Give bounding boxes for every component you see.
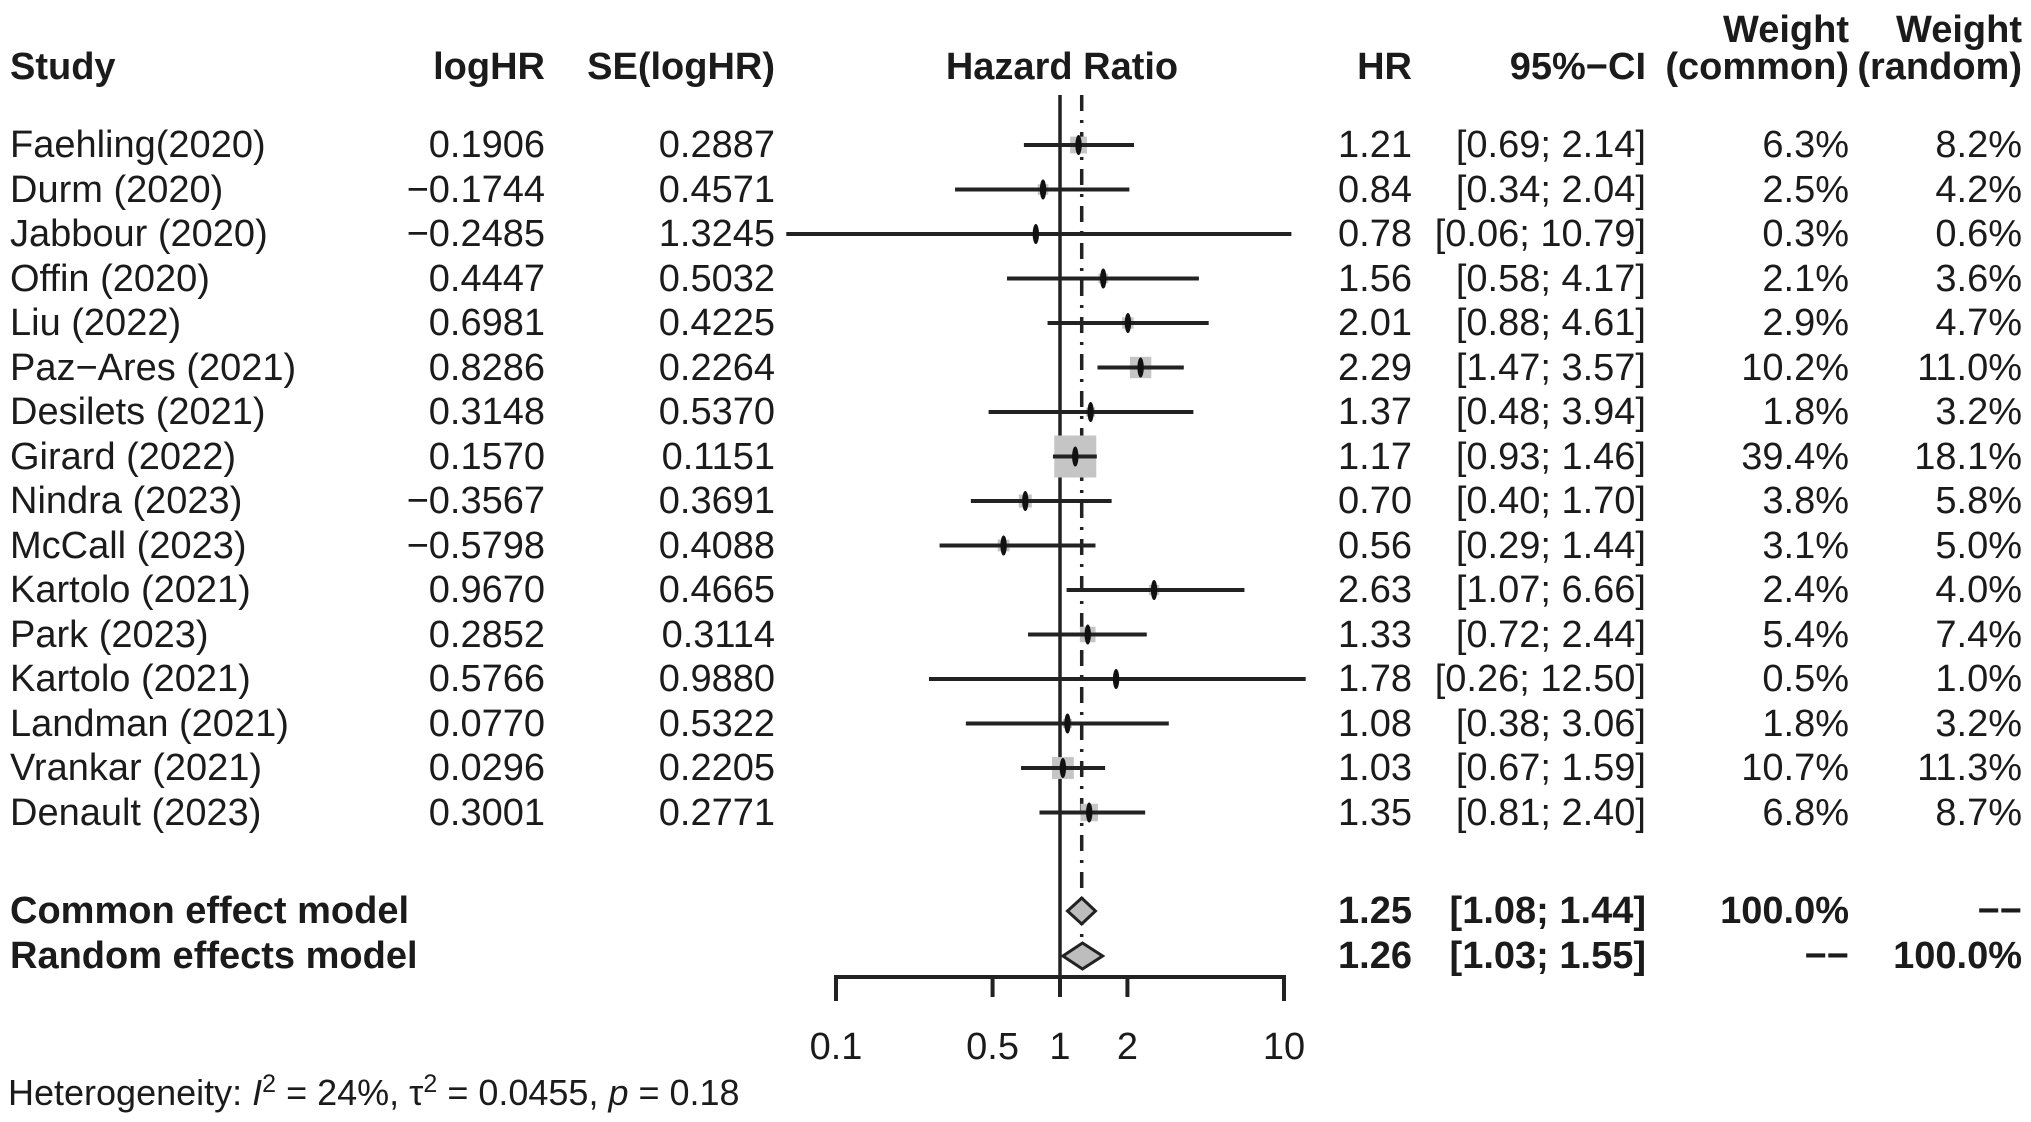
x-axis-tick-label: 10 xyxy=(1262,1026,1306,1068)
weight-random-value: 4.2% xyxy=(1935,168,2022,211)
loghr-value: 0.6981 xyxy=(428,302,545,344)
ci-value: [0.72; 2.44] xyxy=(1455,613,1646,656)
study-label: Liu (2022) xyxy=(10,302,182,344)
ci-value: [0.06; 10.79] xyxy=(1434,213,1646,255)
point-estimate-marker xyxy=(1075,135,1081,155)
column-header-weight-random: (random) xyxy=(1857,46,2022,88)
i-squared-value: = 24%, xyxy=(276,1072,410,1113)
se-value: 0.4665 xyxy=(658,569,775,611)
point-estimate-marker xyxy=(1086,803,1092,823)
hr-value: 1.21 xyxy=(1338,124,1412,166)
loghr-value: 0.0296 xyxy=(428,747,545,789)
se-value: 0.4088 xyxy=(658,524,775,567)
hr-value: 1.08 xyxy=(1338,702,1412,745)
weight-common-value: 0.3% xyxy=(1762,213,1849,255)
column-header-study: Study xyxy=(10,46,116,88)
study-label: Offin (2020) xyxy=(10,257,210,300)
hr-value: 2.01 xyxy=(1338,302,1412,344)
hr-value: 1.56 xyxy=(1338,257,1412,300)
ci-value: [1.08; 1.44] xyxy=(1449,890,1646,932)
weight-common-value: 100.0% xyxy=(1720,890,1849,932)
ci-value: [0.69; 2.14] xyxy=(1455,124,1646,166)
weight-common-value: 2.9% xyxy=(1762,302,1849,344)
weight-random-value: 18.1% xyxy=(1914,435,2022,478)
ci-value: [0.67; 1.59] xyxy=(1455,747,1646,789)
se-value: 0.9880 xyxy=(658,658,775,700)
column-header-weight-common: (common) xyxy=(1665,46,1849,88)
hr-value: 1.03 xyxy=(1338,747,1412,789)
study-label: Desilets (2021) xyxy=(10,391,266,433)
ci-value: [1.03; 1.55] xyxy=(1449,935,1646,977)
column-header-hr: HR xyxy=(1357,46,1412,88)
x-axis xyxy=(836,977,1284,1001)
loghr-value: 0.0770 xyxy=(428,702,545,745)
weight-random-value: 5.8% xyxy=(1935,480,2022,522)
heterogeneity-prefix: Heterogeneity: xyxy=(8,1072,253,1113)
tau-squared-exp: 2 xyxy=(423,1070,438,1098)
point-estimate-marker xyxy=(1022,491,1028,511)
weight-common-value: −− xyxy=(1804,935,1849,977)
weight-random-value: 3.2% xyxy=(1935,702,2022,745)
ci-value: [0.81; 2.40] xyxy=(1455,791,1646,834)
ci-value: [0.58; 4.17] xyxy=(1455,257,1646,300)
study-label: Nindra (2023) xyxy=(10,480,243,522)
loghr-value: 0.2852 xyxy=(428,613,545,656)
weight-common-value: 0.5% xyxy=(1762,658,1849,700)
ci-value: [0.34; 2.04] xyxy=(1455,168,1646,211)
point-estimate-marker xyxy=(1125,313,1131,333)
hr-value: 1.35 xyxy=(1338,791,1412,834)
study-label: Paz−Ares (2021) xyxy=(10,346,297,389)
weight-common-value: 2.5% xyxy=(1762,168,1849,211)
weight-random-value: 11.0% xyxy=(1917,346,2022,389)
loghr-value: −0.5798 xyxy=(406,524,545,567)
loghr-value: 0.8286 xyxy=(428,346,545,389)
loghr-value: 0.3001 xyxy=(428,791,545,834)
hr-value: 1.37 xyxy=(1338,391,1412,433)
hr-value: 1.17 xyxy=(1338,435,1412,478)
se-value: 1.3245 xyxy=(658,213,775,255)
weight-random-value: 100.0% xyxy=(1893,935,2022,977)
loghr-value: 0.9670 xyxy=(428,569,545,611)
loghr-value: −0.2485 xyxy=(406,213,545,255)
weight-random-value: 8.7% xyxy=(1935,791,2022,834)
weight-random-value: 5.0% xyxy=(1935,524,2022,567)
point-estimate-marker xyxy=(1072,447,1078,467)
se-value: 0.1151 xyxy=(661,435,775,478)
p-value: = 0.18 xyxy=(628,1072,740,1113)
summary-diamond xyxy=(1067,898,1095,924)
loghr-value: 0.4447 xyxy=(428,257,545,300)
se-value: 0.2205 xyxy=(658,747,775,789)
point-estimate-marker xyxy=(1064,714,1070,734)
hr-value: 0.84 xyxy=(1338,168,1412,211)
study-label: Park (2023) xyxy=(10,613,209,656)
p-symbol: p xyxy=(608,1072,629,1113)
weight-common-value: 39.4% xyxy=(1741,435,1849,478)
x-axis-tick-label: 0.5 xyxy=(966,1026,1019,1068)
study-label: Common effect model xyxy=(10,890,410,932)
ci-value: [0.48; 3.94] xyxy=(1455,391,1646,433)
study-label: Vrankar (2021) xyxy=(10,747,263,789)
se-value: 0.4225 xyxy=(658,302,775,344)
ci-value: [0.26; 12.50] xyxy=(1434,658,1646,700)
study-label: Faehling(2020) xyxy=(10,124,266,166)
hr-value: 2.63 xyxy=(1338,569,1412,611)
loghr-value: 0.3148 xyxy=(428,391,545,433)
column-header-se: SE(logHR) xyxy=(587,46,775,88)
weight-random-value: 8.2% xyxy=(1935,124,2022,166)
point-estimate-marker xyxy=(1033,224,1039,244)
hr-value: 1.26 xyxy=(1338,935,1412,977)
hr-value: 0.56 xyxy=(1338,524,1412,567)
weight-common-value: 2.4% xyxy=(1762,569,1849,611)
loghr-value: 0.1906 xyxy=(428,124,545,166)
weight-common-value: 3.1% xyxy=(1762,524,1849,567)
loghr-value: −0.3567 xyxy=(406,480,545,522)
weight-common-value: 2.1% xyxy=(1762,257,1849,300)
ci-value: [0.29; 1.44] xyxy=(1455,524,1646,567)
weight-common-value: 6.3% xyxy=(1762,124,1849,166)
se-value: 0.5032 xyxy=(658,257,775,300)
weight-random-value: 11.3% xyxy=(1917,747,2022,789)
study-label: Jabbour (2020) xyxy=(10,213,268,255)
weight-common-value: 1.8% xyxy=(1762,702,1849,745)
hr-value: 1.25 xyxy=(1338,890,1412,932)
weight-common-value: 10.2% xyxy=(1741,346,1849,389)
point-estimate-marker xyxy=(1137,358,1143,378)
weight-common-value: 3.8% xyxy=(1762,480,1849,522)
weight-common-value: 5.4% xyxy=(1762,613,1849,656)
hr-value: 2.29 xyxy=(1338,346,1412,389)
study-label: Kartolo (2021) xyxy=(10,569,251,611)
ci-value: [1.07; 6.66] xyxy=(1455,569,1646,611)
x-axis-tick-label: 1 xyxy=(1049,1026,1071,1068)
ci-value: [0.93; 1.46] xyxy=(1455,435,1646,478)
heterogeneity-note xyxy=(8,1071,740,1115)
loghr-value: −0.1744 xyxy=(406,168,545,211)
weight-random-value: 0.6% xyxy=(1935,213,2022,255)
point-estimate-marker xyxy=(1000,536,1006,556)
weight-common-value: 1.8% xyxy=(1762,391,1849,433)
point-estimate-marker xyxy=(1100,269,1106,289)
loghr-value: 0.5766 xyxy=(428,658,545,700)
study-label: Denault (2023) xyxy=(10,791,262,834)
column-header-hazard-ratio: Hazard Ratio xyxy=(945,46,1179,88)
point-estimate-marker xyxy=(1060,758,1066,778)
column-header-loghr: logHR xyxy=(433,46,545,88)
ci-value: [1.47; 3.57] xyxy=(1455,346,1646,389)
se-value: 0.4571 xyxy=(658,168,775,211)
hr-value: 1.33 xyxy=(1338,613,1412,656)
column-header-weight-common-top: Weight xyxy=(1723,9,1849,51)
study-label: Landman (2021) xyxy=(10,702,289,745)
weight-random-value: 1.0% xyxy=(1935,658,2022,700)
tau-squared-symbol: τ xyxy=(409,1072,424,1113)
column-header-ci: 95%−CI xyxy=(1509,46,1646,88)
i-squared-exp: 2 xyxy=(262,1070,277,1098)
point-estimate-marker xyxy=(1113,669,1119,689)
loghr-value: 0.1570 xyxy=(428,435,545,478)
se-value: 0.2887 xyxy=(658,124,775,166)
summary-diamond xyxy=(1063,943,1103,969)
se-value: 0.3691 xyxy=(658,480,775,522)
study-label: McCall (2023) xyxy=(10,524,247,567)
tau-squared-value: = 0.0455, xyxy=(437,1072,609,1113)
study-label: Girard (2022) xyxy=(10,435,236,478)
study-label: Kartolo (2021) xyxy=(10,658,251,700)
weight-random-value: 3.6% xyxy=(1935,257,2022,300)
weight-random-value: 4.7% xyxy=(1935,302,2022,344)
weight-random-value: 4.0% xyxy=(1935,569,2022,611)
ci-value: [0.88; 4.61] xyxy=(1455,302,1646,344)
x-axis-tick-label: 0.1 xyxy=(809,1026,863,1068)
study-label: Durm (2020) xyxy=(10,168,224,211)
se-value: 0.2264 xyxy=(658,346,775,389)
column-header-weight-random-top: Weight xyxy=(1896,9,2022,51)
se-value: 0.3114 xyxy=(661,613,775,656)
x-axis-tick-label: 2 xyxy=(1116,1026,1139,1068)
se-value: 0.5322 xyxy=(658,702,775,745)
weight-random-value: −− xyxy=(1977,890,2022,932)
point-estimate-marker xyxy=(1085,625,1091,645)
ci-value: [0.40; 1.70] xyxy=(1455,480,1646,522)
hr-value: 0.78 xyxy=(1338,213,1412,255)
point-estimate-marker xyxy=(1087,402,1093,422)
se-value: 0.2771 xyxy=(658,791,775,834)
point-estimate-marker xyxy=(1151,580,1157,600)
i-squared-symbol: I xyxy=(252,1072,263,1113)
weight-random-value: 3.2% xyxy=(1935,391,2022,433)
weight-random-value: 7.4% xyxy=(1935,613,2022,656)
ci-value: [0.38; 3.06] xyxy=(1455,702,1646,745)
point-estimate-marker xyxy=(1040,180,1046,200)
se-value: 0.5370 xyxy=(658,391,775,433)
hr-value: 1.78 xyxy=(1338,658,1412,700)
hr-value: 0.70 xyxy=(1338,480,1412,522)
weight-common-value: 6.8% xyxy=(1762,791,1849,834)
weight-common-value: 10.7% xyxy=(1741,747,1849,789)
study-label: Random effects model xyxy=(10,935,418,977)
